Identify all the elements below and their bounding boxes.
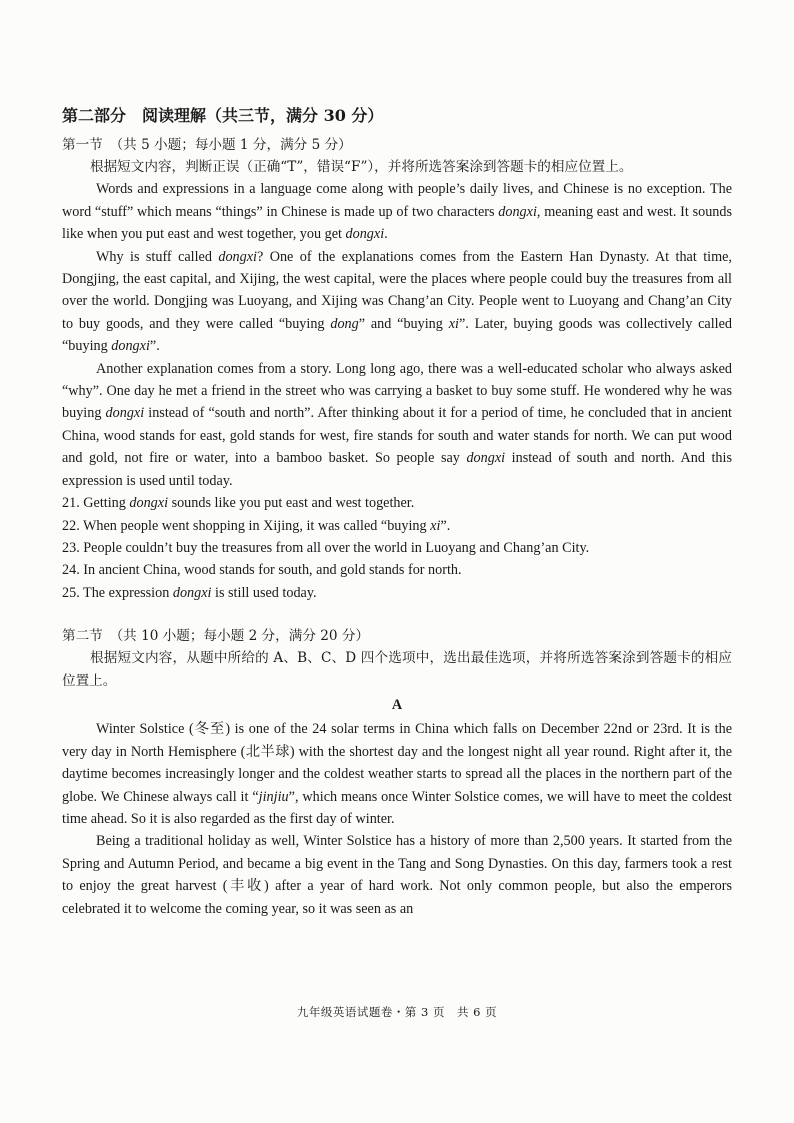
section2-instruction: 根据短文内容，从题中所给的 A、B、C、D 四个选项中，选出最佳选项，并将所选答案涂到答题卡的相应位置上。 [62, 650, 732, 689]
question-21: 21. Getting dongxi sounds like you put east and west together. [62, 495, 415, 512]
section1-paragraph-3: Another explanation comes from a story. Long long ago, there was a well-educated scholar who always asked “why”. One day he met a friend in the street who was carrying a basket to buy some stuff. He wondered why he was buying dongxi instead of “south and north”. After thinking about it for a period of time, he concluded that in ancient China, wood stands for east, gold stands for west, fire stands for south and water stands for north. We can put wood and gold, not fire or water, into a bamboo basket. So people say dongxi instead of south and north. And this expression is used until today. [62, 360, 732, 489]
part-title: 第二部分 阅读理解（共三节，满分 30 分） [62, 106, 384, 125]
page-footer: 九年级英语试题卷・第 3 页 共 6 页 [296, 1005, 498, 1019]
section1-paragraph-1: Words and expressions in a language come along with people’s daily lives, and Chinese is no exception. The word “stuff” which means “things” in Chinese is made up of two characters dongxi, meaning east and west. It sounds like when you put east and west together, you get dongxi. [62, 181, 733, 243]
section2-paragraph-2: Being a traditional holiday as well, Winter Solstice has a history of more than 2,500 years. It started from the Spring and Autumn Period, and became a big event in the Tang and Song Dynasties. On this day, farmers took a rest to enjoy the great harvest (丰收) after a year of hard work. Not only common people, but also the emperors celebrated it to welcome the coming year, so it was seen as an [62, 833, 732, 917]
question-list [62, 492, 732, 604]
section1-paragraph-2: Why is stuff called dongxi? One of the explanations comes from the Eastern Han Dynasty. At that time, Dongjing, the east capital, and Xijing, the west capital, were the places where people could buy the treasures from all over the world. Dongjing was Luoyang, and Xijing was Chang’an City. People went to Luoyang and Chang’an City to buy goods, and they were called “buying dong” and “buying xi”. Later, buying goods was collectively called “buying dongxi”. [62, 248, 733, 355]
section-spacer [62, 604, 732, 625]
section2-paragraph-1: Winter Solstice (冬至) is one of the 24 solar terms in China which falls on December 22nd or 23rd. It is the very day in North Hemisphere (北半球) with the shortest day and the longest night all year round. Right after it, the daytime becomes increasingly longer and the coldest weather starts to spread all the places in the northern part of the globe. We Chinese always call it “jinjiu”, which means once Winter Solstice comes, we will have to meet the coldest time ahead. So it is also regarded as the first day of winter. [62, 721, 732, 827]
question-22: 22. When people went shopping in Xijing, it was called “buying xi”. [62, 517, 451, 534]
section2-title: 第二节 （共 10 小题；每小题 2 分，满分 20 分） [62, 628, 370, 645]
section1-instruction: 根据短文内容，判断正误（正确“T”，错误“F”），并将所选答案涂到答题卡的相应位置上。 [90, 159, 633, 175]
page-content [62, 104, 732, 920]
question-24: 24. In ancient China, wood stands for south, and gold stands for north. [62, 562, 462, 579]
question-23: 23. People couldn’t buy the treasures from all over the world in Luoyang and Chang’an City. [62, 539, 590, 556]
question-25: 25. The expression dongxi is still used today. [62, 584, 317, 601]
passage-label: A [391, 696, 403, 713]
section1-title: 第一节 （共 5 小题；每小题 1 分，满分 5 分） [62, 137, 352, 153]
